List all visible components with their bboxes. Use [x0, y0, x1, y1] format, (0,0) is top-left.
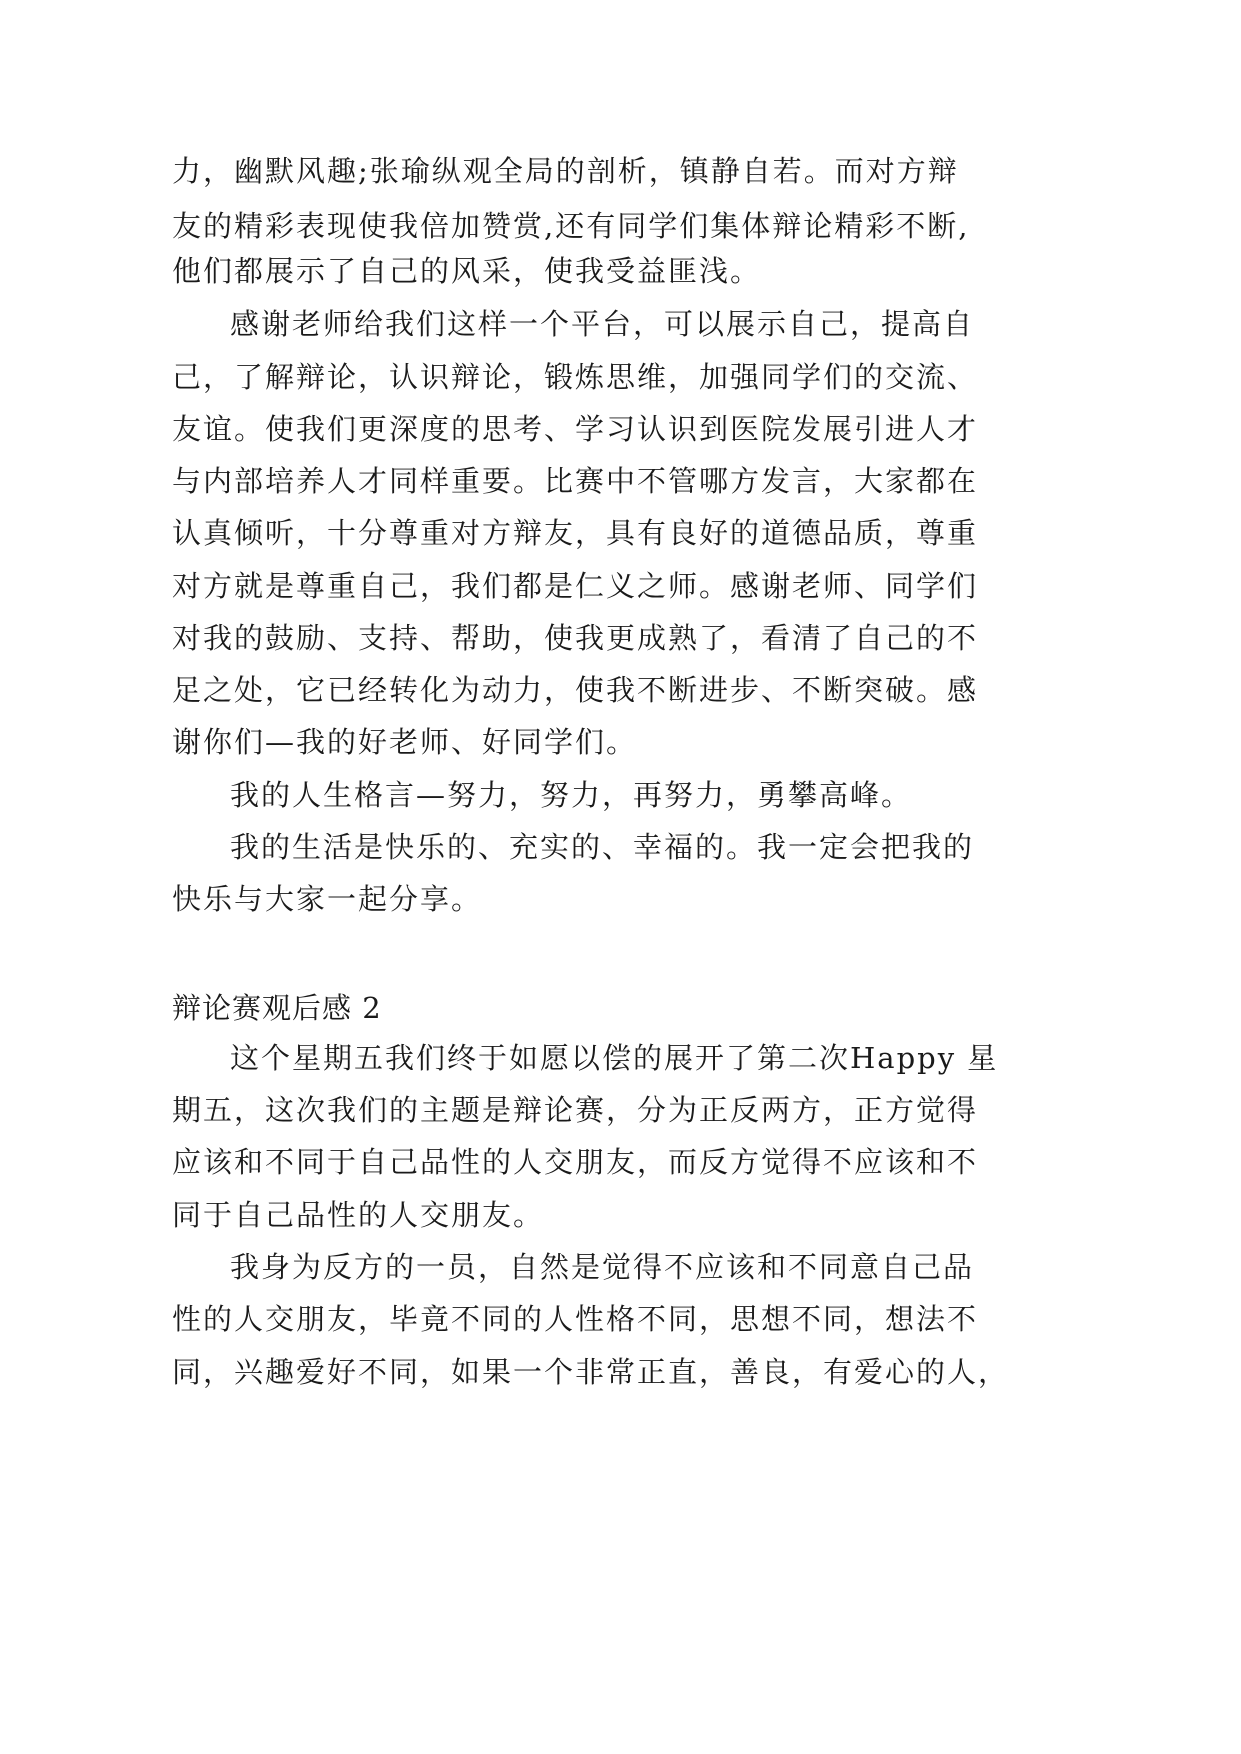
section-title: 辩论赛观后感 2 [172, 991, 382, 1025]
paragraph-line: 他们都展示了自己的风采，使我受益匪浅。 [172, 254, 762, 288]
paragraph-line: 同，兴趣爱好不同，如果一个非常正直，善良，有爱心的人， [172, 1355, 1010, 1389]
paragraph-line: 感谢老师给我们这样一个平台，可以展示自己，提高自 [230, 307, 975, 341]
paragraph-line: 同于自己品性的人交朋友。 [172, 1198, 545, 1232]
paragraph-line: 谢你们—我的好老师、好同学们。 [172, 725, 638, 759]
paragraph-line: 这个星期五我们终于如愿以偿的展开了第二次Happy 星 [230, 1041, 999, 1075]
paragraph-line: 我身为反方的一员，自然是觉得不应该和不同意自己品 [230, 1250, 975, 1284]
paragraph-line: 性的人交朋友，毕竟不同的人性格不同，思想不同，想法不 [172, 1302, 979, 1336]
paragraph-line: 友的精彩表现使我倍加赞赏,还有同学们集体辩论精彩不断, [172, 209, 970, 243]
paragraph-line: 对方就是尊重自己，我们都是仁义之师。感谢老师、同学们 [172, 569, 979, 603]
paragraph-line: 我的生活是快乐的、充实的、幸福的。我一定会把我的 [230, 830, 975, 864]
paragraph-line: 快乐与大家一起分享。 [172, 882, 483, 916]
paragraph-line: 认真倾听，十分尊重对方辩友，具有良好的道德品质，尊重 [172, 516, 979, 550]
paragraph-line: 期五，这次我们的主题是辩论赛，分为正反两方，正方觉得 [172, 1093, 979, 1127]
paragraph-line: 对我的鼓励、支持、帮助，使我更成熟了，看清了自己的不 [172, 621, 979, 655]
paragraph-line: 友谊。使我们更深度的思考、学习认识到医院发展引进人才 [172, 412, 979, 446]
paragraph-line: 应该和不同于自己品性的人交朋友，而反方觉得不应该和不 [172, 1145, 979, 1179]
paragraph-line: 足之处，它已经转化为动力，使我不断进步、不断突破。感 [172, 673, 979, 707]
paragraph-line: 己，了解辩论，认识辩论，锻炼思维，加强同学们的交流、 [172, 360, 979, 394]
paragraph-line: 力，幽默风趣;张瑜纵观全局的剖析，镇静自若。而对方辩 [172, 154, 959, 188]
paragraph-line: 与内部培养人才同样重要。比赛中不管哪方发言，大家都在 [172, 464, 979, 498]
paragraph-line: 我的人生格言—努力，努力，再努力，勇攀高峰。 [230, 778, 913, 812]
